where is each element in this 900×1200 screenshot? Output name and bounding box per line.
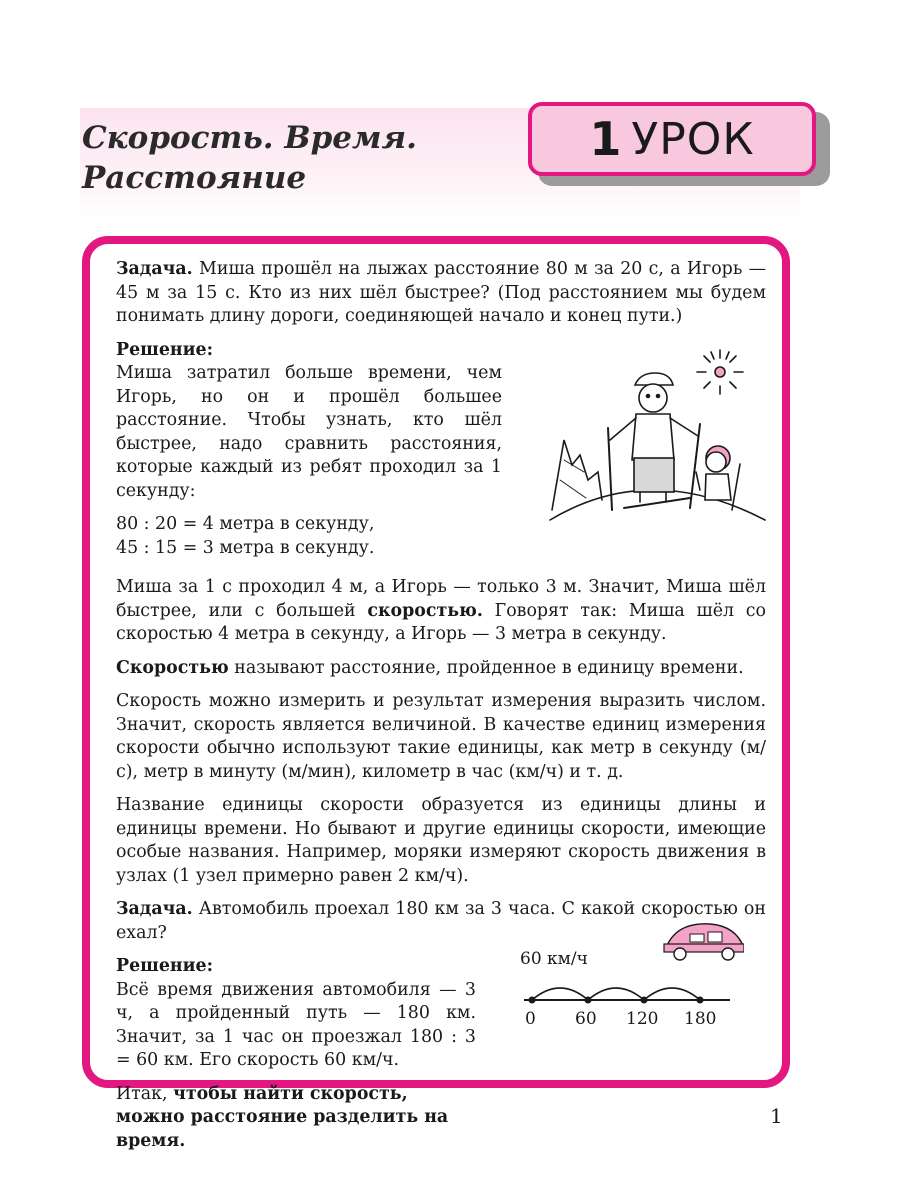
sun-icon [715, 367, 725, 377]
solution-1-text: Миша затратил больше времени, чем Игорь, но он и прошёл большее расстояние. Чтобы узнать, кто шёл быстрее, надо сравнить расстояния, которые каждый из ребят проходил за 1 секунду: [116, 363, 502, 501]
conclusion-1-bold: скоростью. [367, 600, 483, 621]
task-1-label: Задача. [116, 259, 193, 279]
conclusion-1-part1: Миша за 1 с проходил 4 м, а Игорь — только 3 м. Значит, Миша шёл быстрее, или с большей [116, 577, 766, 621]
tick-label-60: 60 [575, 1009, 597, 1029]
skiers-illustration [540, 340, 770, 530]
page-number: 1 [770, 1104, 783, 1128]
page-title [82, 118, 522, 198]
conclusion-1-part2: Говорят так: Миша шёл со скоростью 4 метра в секунду, а Игорь — 3 метра в секунду. [116, 600, 766, 644]
lesson-badge [528, 102, 816, 176]
task-1 [116, 258, 766, 329]
rule-part1: Итак, [116, 1083, 174, 1104]
conclusion-1 [116, 576, 766, 647]
jump-arcs [532, 988, 700, 1000]
definition-term: Скоростью [116, 657, 229, 678]
skier-misha-icon [608, 373, 700, 510]
paragraph-units: Скорость можно измерить и результат измерения выразить числом. Значит, скорость является величиной. В качестве единиц измерения скорости обычно используют такие единицы, как метр в секунду (м/с), метр в минуту (м/мин), километр в час (км/ч) и т. д. [116, 691, 766, 782]
speed-number-line [514, 916, 744, 1031]
speed-label: 60 км/ч [520, 949, 588, 969]
rule [116, 1083, 476, 1154]
solution-2-text: Всё время движения автомобиля — 3 ч, а пройденный путь — 180 км. Значит, за 1 час он проезжал 180 : 3 = 60 км. Его скорость 60 км/ч. [116, 979, 476, 1070]
title-line-1: Скорость. Время. [82, 120, 417, 156]
lesson-word: УРОК [631, 113, 755, 165]
tick-dot-60 [585, 997, 592, 1004]
rule-bold: чтобы найти скорость, можно расстояние разделить на время. [116, 1083, 449, 1151]
tick-dot-180 [697, 997, 704, 1004]
tick-dot-120 [641, 997, 648, 1004]
paragraph-names: Название единицы скорости образуется из единицы длины и единицы времени. Но бывают и другие единицы скорости, имеющие особые названия. Например, моряки измеряют скорость движения в узлах (1 узел примерно равен 2 км/ч). [116, 795, 766, 886]
tick-dot-0 [529, 997, 536, 1004]
solution-2-label-text: Решение: [116, 956, 214, 976]
tick-label-180: 180 [684, 1009, 717, 1029]
definition-text: называют расстояние, пройденное в единицу времени. [228, 657, 744, 678]
skier-igor-icon [696, 446, 740, 510]
calc-line-2: 45 : 15 = 3 метра в секунду. [116, 537, 375, 558]
tick-label-0: 0 [525, 1009, 536, 1029]
task-2-label: Задача. [116, 899, 193, 919]
car-icon [664, 924, 744, 960]
tick-label-120: 120 [626, 1009, 659, 1029]
solution-1-label-text: Решение: [116, 339, 214, 360]
definition [116, 657, 766, 681]
lesson-number: 1 [589, 112, 622, 166]
calc-line-1: 80 : 20 = 4 метра в секунду, [116, 514, 375, 534]
task-2-text: Автомобиль проехал 180 км за 3 часа. С какой скоростью он ехал? [116, 899, 766, 943]
title-line-2: Расстояние [82, 160, 307, 196]
task-1-text: Миша прошёл на лыжах расстояние 80 м за 20 с, а Игорь — 45 м за 15 с. Кто из них шёл быстрее? (Под расстоянием мы будем понимать длину дороги, соединяющей начало и конец пути.) [116, 259, 766, 326]
